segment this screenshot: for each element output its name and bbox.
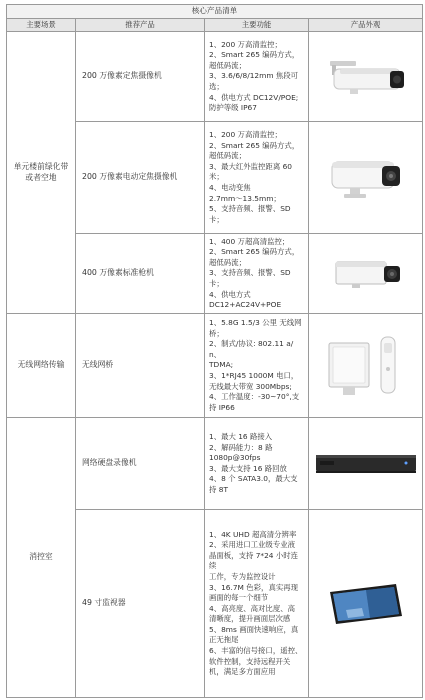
table-row xyxy=(7,32,423,122)
feature-line: 2、制式/协议: 802.11 a/n、 xyxy=(209,339,294,359)
feature-line: 超低码流； xyxy=(209,257,246,267)
feature-line: 6、丰富的信号接口，遥控、 xyxy=(209,646,303,656)
feature-line: 1、5.8G 1.5/3 公里 无线网 xyxy=(209,318,302,328)
feature-line: 4、工作温度：-30~70°,支 xyxy=(209,392,300,402)
feature-line: 3、3.6/6/8/12mm 焦段可 xyxy=(209,71,299,81)
product-image-cell xyxy=(309,122,423,234)
feature-line: 持 IP66 xyxy=(209,402,235,412)
feature-list xyxy=(205,418,309,510)
feature-line: 2、Smart 265 编码方式， xyxy=(209,247,300,257)
feature-list xyxy=(205,234,309,314)
header-appearance: 产品外观 xyxy=(309,18,423,32)
product-name: 网络硬盘录像机 xyxy=(76,418,205,510)
product-name: 200 万像素定焦摄像机 xyxy=(76,32,205,122)
feature-line: 清晰度，提升画面层次感 xyxy=(209,614,291,624)
feature-line: 软件控制，支持远程开关 xyxy=(209,656,291,666)
feature-line: 4、供电方式 xyxy=(209,289,251,299)
feature-line: 1、4K UHD 超高清分辨率 xyxy=(209,529,297,539)
feature-line: 超低码流； xyxy=(209,151,246,161)
feature-line: 2、Smart 265 编码方式， xyxy=(209,140,300,150)
feature-line: 晶面板，支持 7*24 小时连续 xyxy=(209,550,299,571)
feature-line: 工作，专为监控设计 xyxy=(209,571,276,581)
feature-line: 1、200 万高清监控； xyxy=(209,39,282,49)
bullet-camera-icon xyxy=(326,57,406,97)
motorized-bullet-camera-icon xyxy=(326,154,406,202)
core-product-table xyxy=(6,4,423,698)
feature-line: 1080p@30fps xyxy=(209,453,261,463)
feature-line: 超低码流； xyxy=(209,60,246,70)
feature-list xyxy=(205,122,309,234)
feature-line: 3、最大红外监控距离 60 xyxy=(209,161,292,171)
feature-line: 2、采用进口工业级专业液 xyxy=(209,540,296,550)
product-name: 400 万像素标准枪机 xyxy=(76,234,205,314)
table-row xyxy=(7,314,423,418)
feature-line: 4、电动变焦 xyxy=(209,182,251,192)
feature-line: TDMA; xyxy=(209,360,234,370)
header-features: 主要功能 xyxy=(205,18,309,32)
feature-list xyxy=(205,510,309,698)
header-scene: 主要场景 xyxy=(7,18,76,32)
feature-line: 画面的每一个细节 xyxy=(209,593,269,603)
feature-line: 1、200 万高清监控； xyxy=(209,130,282,140)
table-title: 核心产品清单 xyxy=(7,5,423,19)
feature-line: 机，满足多方面应用 xyxy=(209,667,276,677)
feature-line: 1、最大 16 路接入 xyxy=(209,431,273,441)
feature-line: 4、8 个 SATA3.0，最大支 xyxy=(209,474,298,484)
feature-list xyxy=(205,32,309,122)
feature-line: 5、支持音频、报警、SD 卡； xyxy=(209,204,291,224)
feature-line: 持 8T xyxy=(209,484,228,494)
product-image-cell xyxy=(309,314,423,418)
feature-line: 选； xyxy=(209,81,224,91)
feature-line: 3、支持音频、报警、SD 卡； xyxy=(209,268,291,288)
feature-line: 3、1*RJ45 1000M 电口， xyxy=(209,370,299,380)
product-name: 无线网桥 xyxy=(76,314,205,418)
feature-line: 4、高亮度、高对比度、高 xyxy=(209,603,296,613)
feature-line: 1、400 万超高清监控； xyxy=(209,236,290,246)
feature-line: DC12+AC24V+POE xyxy=(209,300,282,310)
product-image-cell xyxy=(309,32,423,122)
product-image-cell xyxy=(309,418,423,510)
feature-line: 4、供电方式 DC12V/POE; xyxy=(209,92,299,102)
scene-cell: 单元楼前绿化带或者空地 xyxy=(7,32,76,314)
feature-line: 2.7mm～13.5mm； xyxy=(209,193,281,203)
box-camera-icon xyxy=(326,258,406,290)
feature-line: 防护等级 IP67 xyxy=(209,103,257,113)
product-image-cell xyxy=(309,510,423,698)
feature-line: 2、Smart 265 编码方式， xyxy=(209,50,300,60)
feature-line: 3、最大支持 16 路回放 xyxy=(209,463,287,473)
scene-cell: 无线网络传输 xyxy=(7,314,76,418)
feature-list xyxy=(205,314,309,418)
feature-line: 桥； xyxy=(209,328,224,338)
product-name: 200 万像素电动定焦摄像机 xyxy=(76,122,205,234)
lcd-monitor-icon xyxy=(326,580,406,628)
scene-cell: 消控室 xyxy=(7,418,76,698)
header-product: 推荐产品 xyxy=(76,18,205,32)
product-image-cell xyxy=(309,234,423,314)
feature-line: 米； xyxy=(209,172,224,182)
feature-line: 2、解码能力：8 路 xyxy=(209,442,273,452)
feature-line: 5、8ms 画面快速响应，真 xyxy=(209,624,299,634)
nvr-recorder-icon xyxy=(314,449,418,479)
wireless-bridge-icon xyxy=(321,329,411,403)
feature-line: 3、16.7M 色彩，真实再现 xyxy=(209,582,299,592)
product-name: 49 寸监视器 xyxy=(76,510,205,698)
feature-line: 无线最大带宽 300Mbps; xyxy=(209,381,292,391)
feature-line: 正无拖尾 xyxy=(209,635,239,645)
table-row xyxy=(7,418,423,510)
